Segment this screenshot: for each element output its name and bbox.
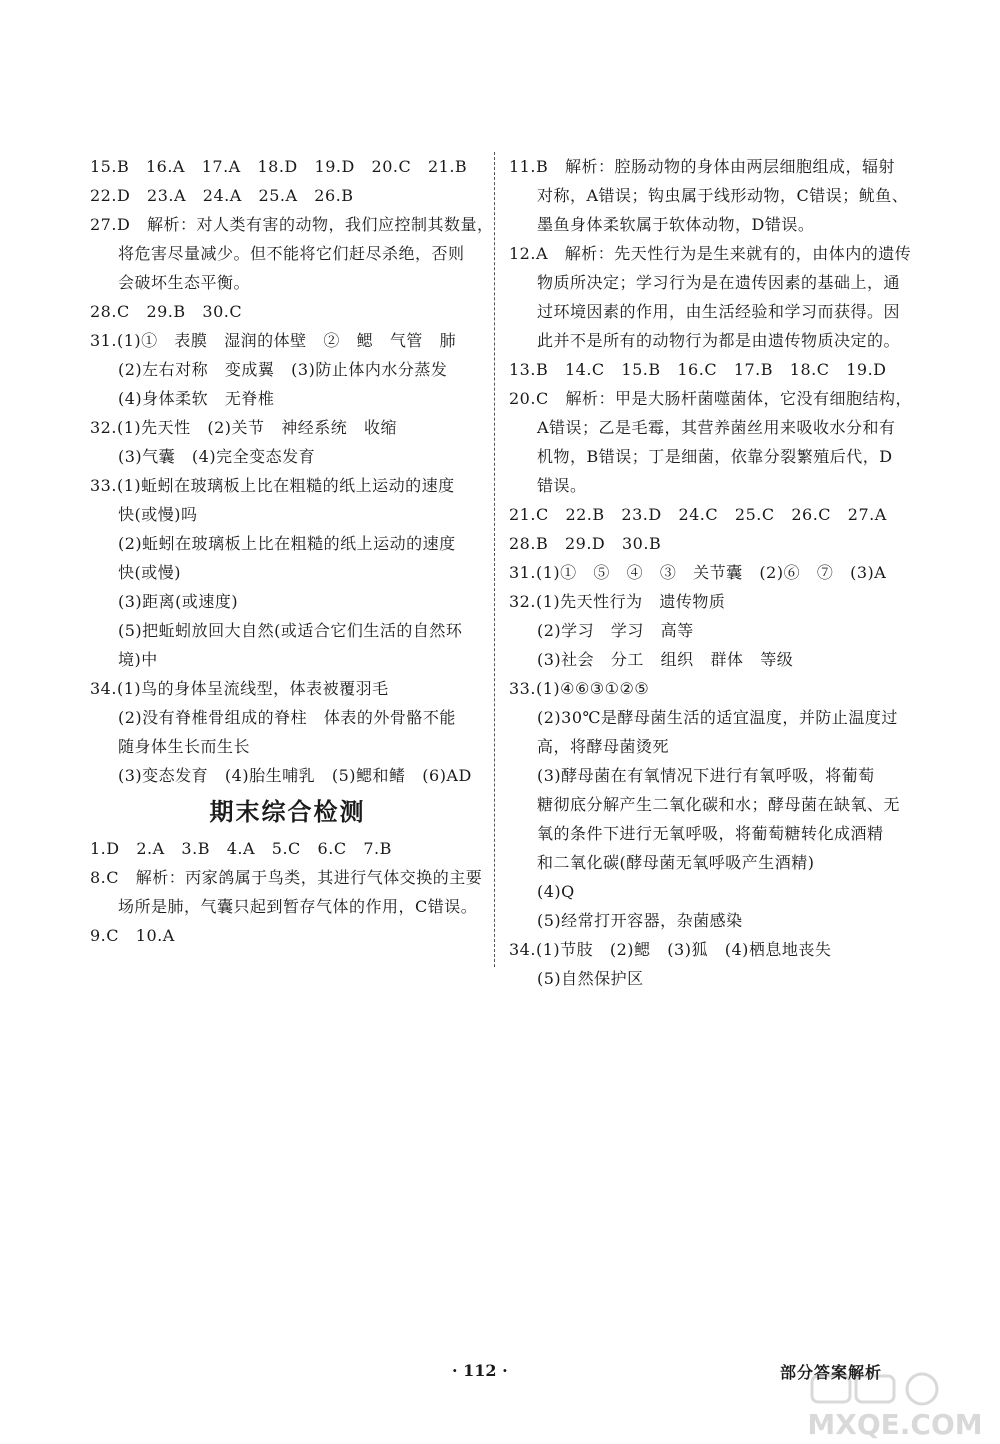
answer-line: 32.(1)先天性 (2)关节 神经系统 收缩 <box>90 418 398 437</box>
answer-line: 1.D 2.A 3.B 4.A 5.C 6.C 7.B <box>90 839 392 858</box>
answer-line: 随身体生长而生长 <box>118 737 251 756</box>
answer-line: 高，将酵母菌烫死 <box>537 737 670 756</box>
answer-line: 和二氧化碳(酵母菌无氧呼吸产生酒精) <box>537 853 815 872</box>
left-column <box>90 152 494 950</box>
answer-line: 9.C 10.A <box>90 926 175 945</box>
answer-line: 31.(1)① ⑤ ④ ③ 关节囊 (2)⑥ ⑦ (3)A <box>509 563 887 582</box>
answer-line: (3)变态发育 (4)胎生哺乳 (5)鳃和鳍 (6)AD <box>118 766 472 785</box>
answer-line: 物质所决定；学习行为是在遗传因素的基础上，通 <box>537 273 901 292</box>
answer-line: 32.(1)先天性行为 遗传物质 <box>509 592 726 611</box>
watermark-text: MXQE.COM <box>807 1408 983 1440</box>
page-number: · 112 · <box>452 1361 508 1380</box>
answer-line: 会破坏生态平衡。 <box>118 273 251 292</box>
answer-line: 此并不是所有的动物行为都是由遗传物质决定的。 <box>537 331 901 350</box>
answer-line: 22.D 23.A 24.A 25.A 26.B <box>90 186 354 205</box>
answer-line: (5)把蚯蚓放回大自然(或适合它们生活的自然环 <box>118 621 463 640</box>
answer-line: 21.C 22.B 23.D 24.C 25.C 26.C 27.A <box>509 505 887 524</box>
answer-line: 33.(1)蚯蚓在玻璃板上比在粗糙的纸上运动的速度 <box>90 476 455 495</box>
answer-line: 8.C 解析：丙家鸽属于鸟类，其进行气体交换的主要 <box>90 868 483 887</box>
answer-line: A错误；乙是毛霉，其营养菌丝用来吸收水分和有 <box>537 418 896 437</box>
answer-line: 对称，A错误；钩虫属于线形动物，C错误；鱿鱼、 <box>537 186 909 205</box>
footer-section-label: 部分答案解析 <box>780 1363 883 1382</box>
answer-line: 场所是肺，气囊只起到暂存气体的作用，C错误。 <box>118 897 478 916</box>
answer-line: 11.B 解析：腔肠动物的身体由两层细胞组成，辐射 <box>509 157 895 176</box>
answer-line: (2)没有脊椎骨组成的脊柱 体表的外骨骼不能 <box>118 708 456 727</box>
answer-line: (4)身体柔软 无脊椎 <box>118 389 275 408</box>
answer-line: 34.(1)节肢 (2)鳃 (3)狐 (4)栖息地丧失 <box>509 940 832 959</box>
answer-line: 境)中 <box>118 650 158 669</box>
answer-line: 34.(1)鸟的身体呈流线型，体表被覆羽毛 <box>90 679 389 698</box>
answer-line: (5)自然保护区 <box>537 969 644 988</box>
answer-line: 28.C 29.B 30.C <box>90 302 243 321</box>
answer-line: (2)左右对称 变成翼 (3)防止体内水分蒸发 <box>118 360 448 379</box>
answer-line: (3)社会 分工 组织 群体 等级 <box>537 650 794 669</box>
answer-line: 12.A 解析：先天性行为是生来就有的，由体内的遗传 <box>509 244 912 263</box>
answer-line: 快(或慢) <box>118 563 181 582</box>
answer-line: 墨鱼身体柔软属于软体动物，D错误。 <box>537 215 815 234</box>
answer-line: 33.(1)④⑥③①②⑤ <box>509 679 650 698</box>
answer-line: 过环境因素的作用，由生活经验和学习而获得。因 <box>537 302 901 321</box>
answer-line: (3)气囊 (4)完全变态发育 <box>118 447 316 466</box>
answer-line: (3)酵母菌在有氧情况下进行有氧呼吸，将葡萄 <box>537 766 875 785</box>
answer-line: 13.B 14.C 15.B 16.C 17.B 18.C 19.D <box>509 360 887 379</box>
watermark-logo <box>800 1372 990 1440</box>
answer-line: 将危害尽量减少。但不能将它们赶尽杀绝，否则 <box>118 244 465 263</box>
answer-line: 27.D 解析：对人类有害的动物，我们应控制其数量， <box>90 215 494 234</box>
answer-line: (4)Q <box>537 882 575 901</box>
right-answer-lines <box>509 152 912 993</box>
answer-line: (5)经常打开容器，杂菌感染 <box>537 911 743 930</box>
left-answer-lines-after <box>90 834 485 950</box>
right-column <box>509 152 912 993</box>
answer-line: 28.B 29.D 30.B <box>509 534 662 553</box>
answer-line: 机物，B错误；丁是细菌，依靠分裂繁殖后代，D <box>537 447 893 466</box>
answer-line: 快(或慢)吗 <box>118 505 198 524</box>
answer-line: 20.C 解析：甲是大肠杆菌噬菌体，它没有细胞结构， <box>509 389 912 408</box>
answer-line: (2)30℃是酵母菌生活的适宜温度，并防止温度过 <box>537 708 898 727</box>
answer-line: (2)学习 学习 高等 <box>537 621 694 640</box>
answer-line: (3)距离(或速度) <box>118 592 239 611</box>
answer-line: 氧的条件下进行无氧呼吸，将葡萄糖转化成酒精 <box>537 824 884 843</box>
answer-line: 31.(1)① 表膜 湿润的体壁 ② 鳃 气管 肺 <box>90 331 457 350</box>
column-divider <box>494 152 495 967</box>
section-title: 期末综合检测 <box>209 798 366 826</box>
answer-line: 15.B 16.A 17.A 18.D 19.D 20.C 21.B <box>90 157 468 176</box>
answer-line: 错误。 <box>537 476 587 495</box>
answer-line: (2)蚯蚓在玻璃板上比在粗糙的纸上运动的速度 <box>118 534 456 553</box>
left-answer-lines <box>90 152 494 790</box>
answer-line: 糖彻底分解产生二氧化碳和水；酵母菌在缺氧、无 <box>537 795 901 814</box>
